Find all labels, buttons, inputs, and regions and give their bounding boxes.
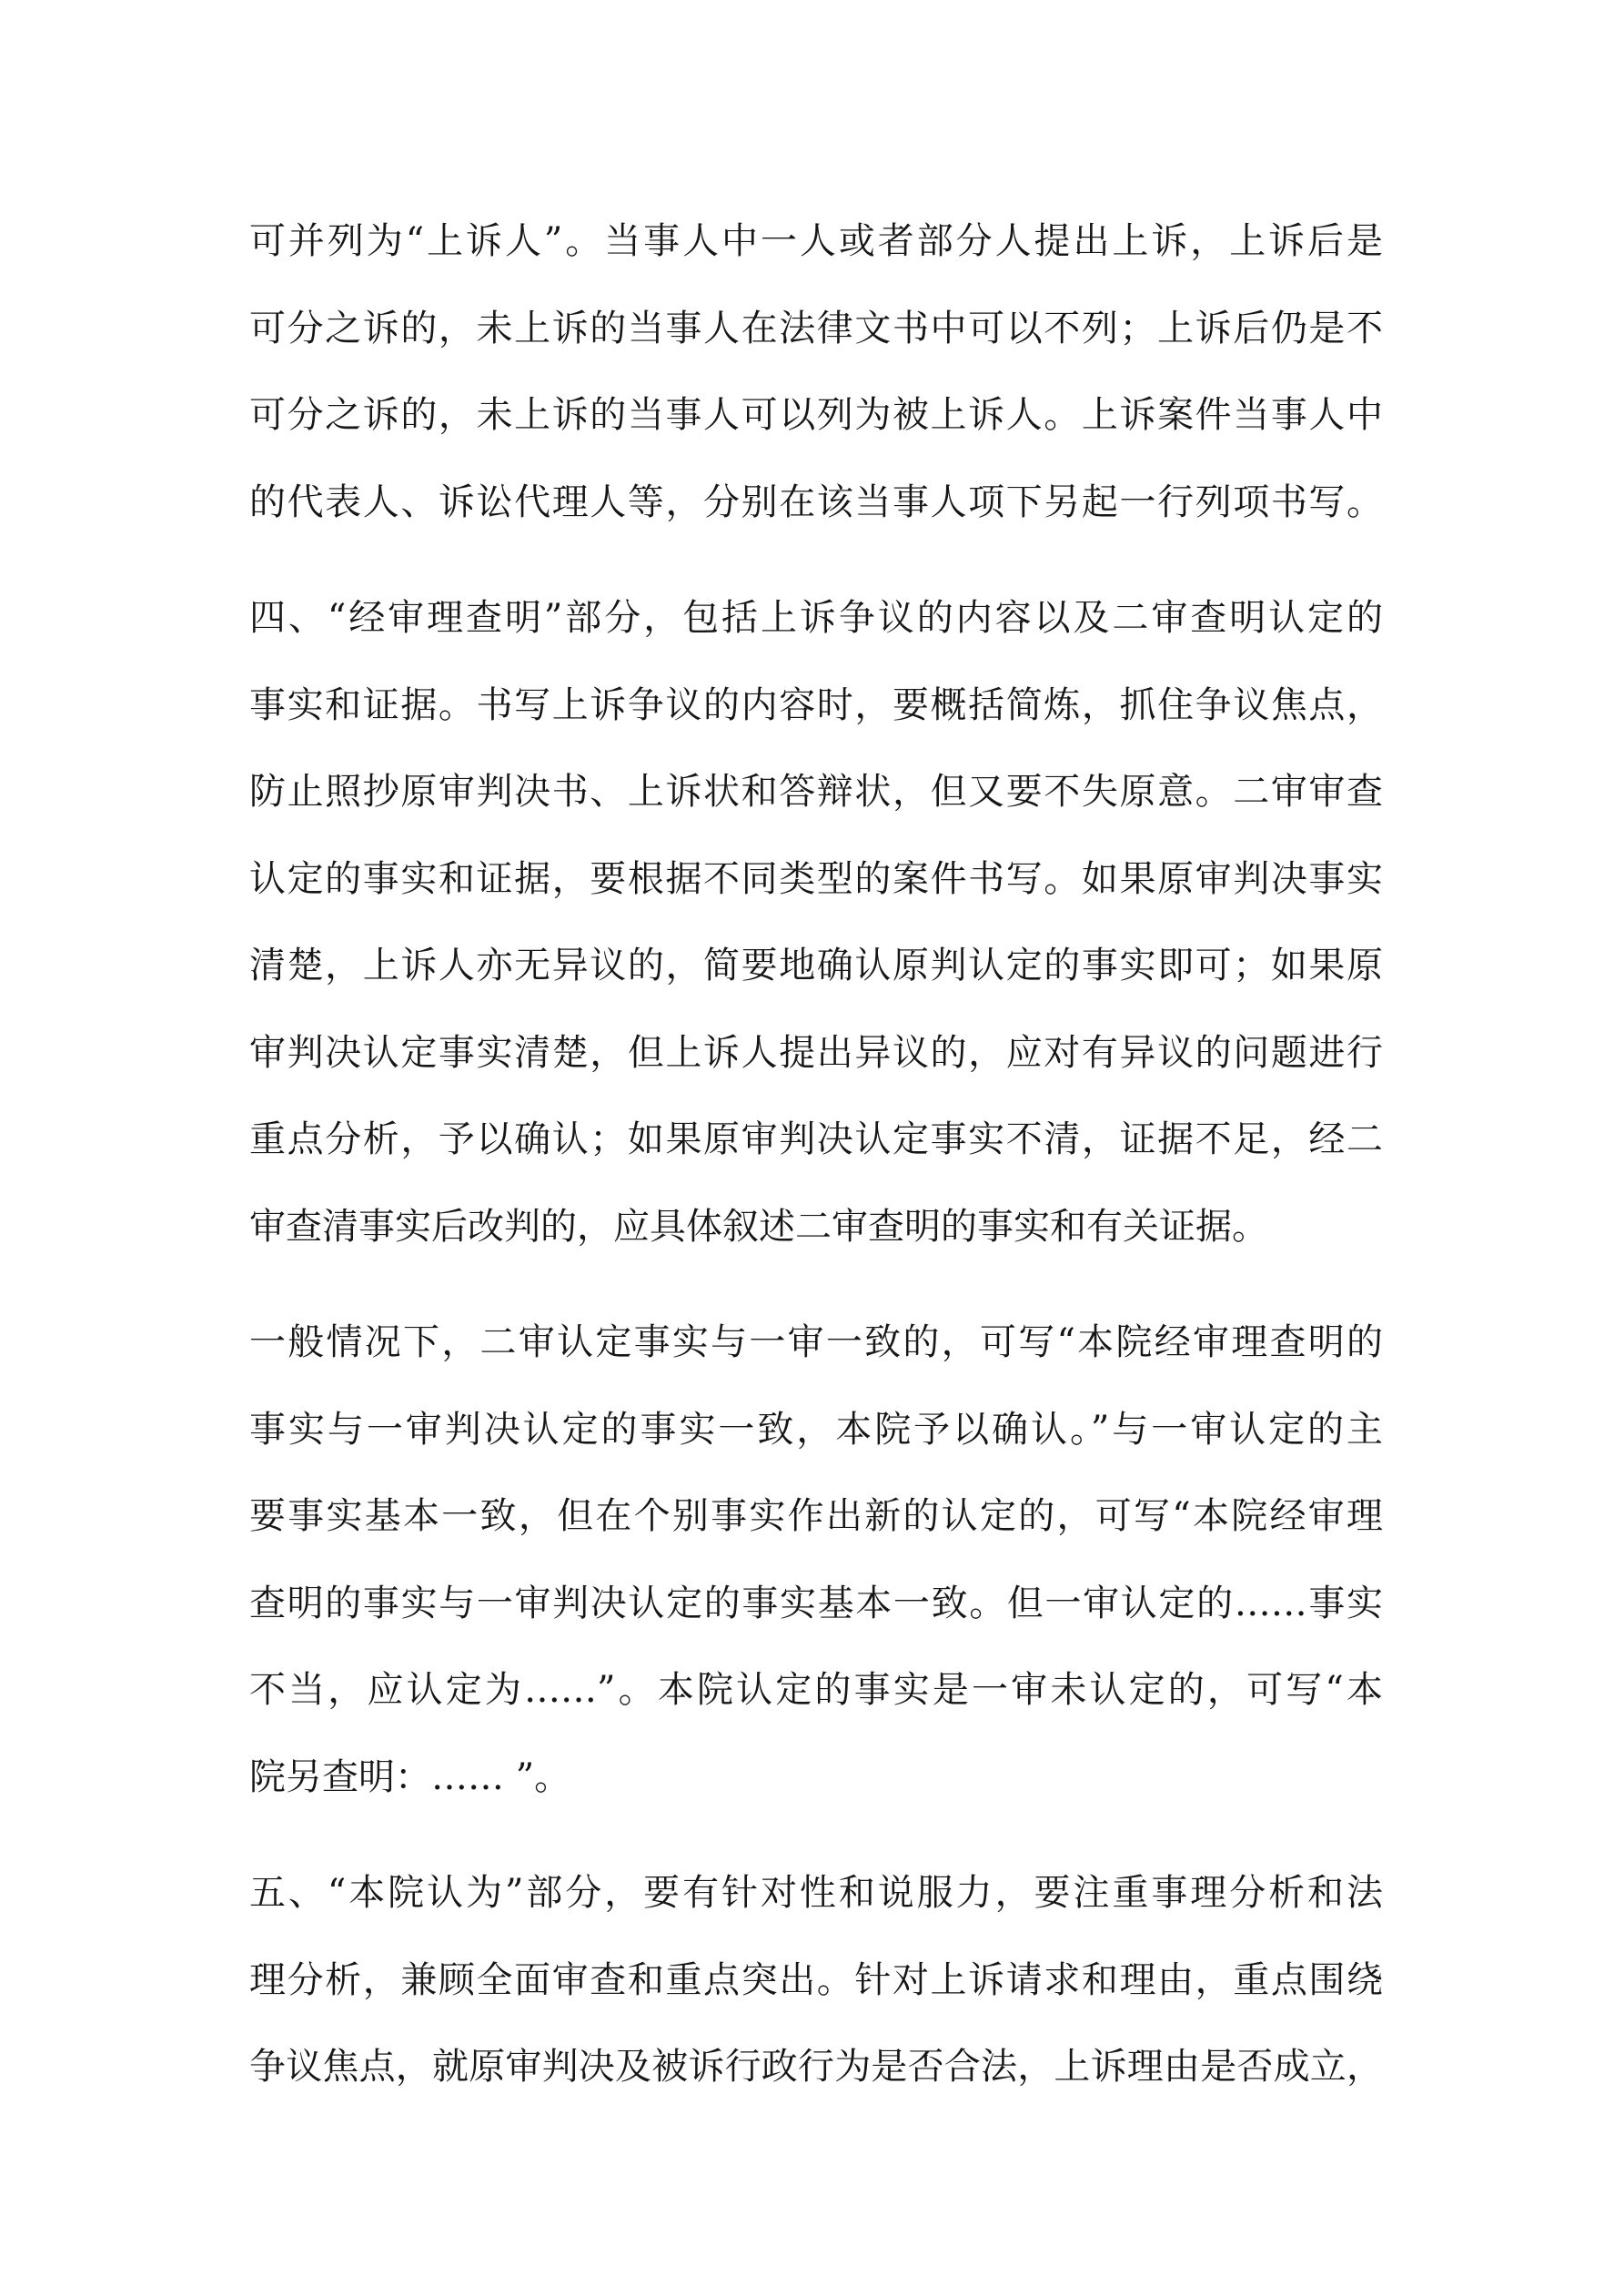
text-line: 清楚，上诉人亦无异议的，简要地确认原判认定的事实即可；如果原 [249, 945, 1383, 986]
text-line: 重点分析，予以确认；如果原审判决认定事实不清，证据不足，经二 [249, 1118, 1383, 1160]
text-line: 要事实基本一致，但在个别事实作出新的认定的，可写“本院经审理 [249, 1495, 1383, 1537]
text-line: 四、“经审理查明”部分，包括上诉争议的内容以及二审查明认定的 [249, 597, 1383, 639]
text-line: 院另查明：…… ”。 [249, 1755, 571, 1798]
paragraph-general-case [249, 1300, 1383, 1821]
text-line: 可并列为“上诉人”。当事人中一人或者部分人提出上诉，上诉后是 [249, 220, 1383, 262]
text-line: 事实和证据。书写上诉争议的内容时，要概括简炼，抓住争议焦点， [249, 683, 1383, 726]
document-page [249, 198, 1383, 2140]
paragraph-section-four [249, 575, 1383, 1270]
text-line: 认定的事实和证据，要根据不同类型的案件书写。如果原审判决事实 [249, 857, 1383, 900]
text-line: 可分之诉的，未上诉的当事人可以列为被上诉人。上诉案件当事人中 [249, 394, 1383, 436]
text-line: 的代表人、诉讼代理人等，分别在该当事人项下另起一行列项书写。 [249, 480, 1383, 523]
paragraph-section-five [249, 1850, 1383, 2111]
text-line: 审查清事实后改判的，应具体叙述二审查明的事实和有关证据。 [249, 1205, 1268, 1248]
text-line: 争议焦点，就原审判决及被诉行政行为是否合法，上诉理由是否成立， [249, 2046, 1383, 2088]
text-line: 一般情况下，二审认定事实与一审一致的，可写“本院经审理查明的 [249, 1321, 1383, 1363]
text-line: 审判决认定事实清楚，但上诉人提出异议的，应对有异议的问题进行 [249, 1031, 1383, 1074]
text-line: 五、“本院认为”部分，要有针对性和说服力，要注重事理分析和法 [249, 1872, 1383, 1914]
text-line: 可分之诉的，未上诉的当事人在法律文书中可以不列；上诉后仍是不 [249, 307, 1383, 349]
text-line: 事实与一审判决认定的事实一致，本院予以确认。”与一审认定的主 [249, 1408, 1383, 1451]
text-line: 不当，应认定为……”。本院认定的事实是一审未认定的，可写“本 [249, 1669, 1383, 1711]
text-line: 理分析，兼顾全面审查和重点突出。针对上诉请求和理由，重点围绕 [249, 1958, 1383, 2001]
text-line: 查明的事实与一审判决认定的事实基本一致。但一审认定的……事实 [249, 1582, 1383, 1624]
paragraph-parties [249, 198, 1383, 546]
text-line: 防止照抄原审判决书、上诉状和答辩状，但又要不失原意。二审审查 [249, 771, 1383, 813]
